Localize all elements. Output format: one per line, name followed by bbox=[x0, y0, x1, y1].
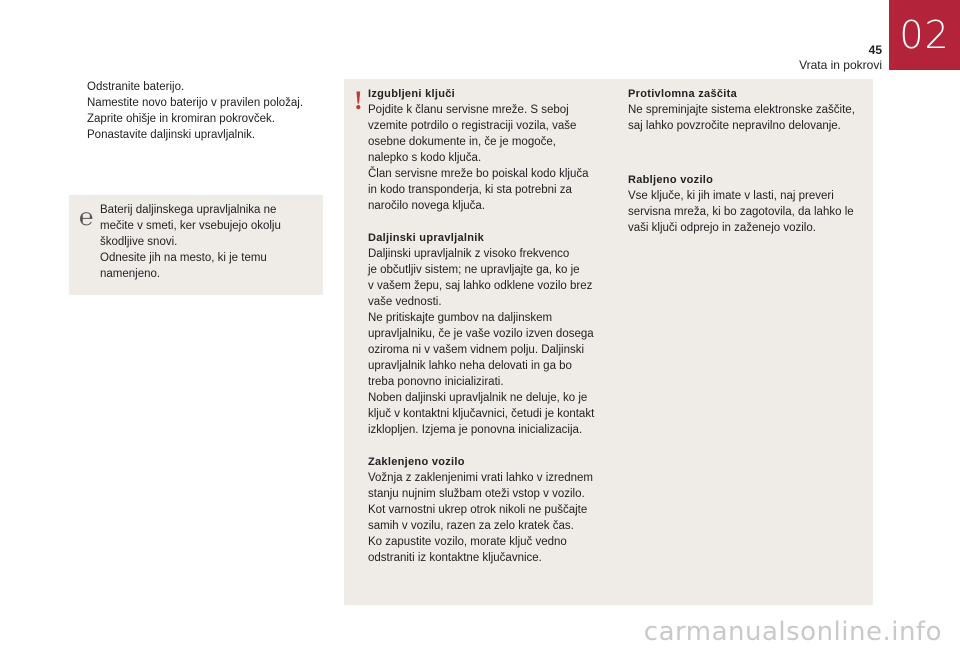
step-arrow-icon bbox=[69, 127, 87, 143]
list-item: Zaprite ohišje in kromiran pokrovček. bbox=[69, 111, 329, 127]
block-text: Vožnja z zaklenjenimi vrati lahko v izrednem stanju nujnim službam oteži vstop v vozilo. Kot varnostni ukrep otrok nikoli ne puščajte samih v vozilu, razen za zelo kratek čas. Ko zapustite vozilo, morate ključ vedno odstraniti iz kontaktne ključavnice. bbox=[368, 472, 593, 564]
info-block-remote bbox=[368, 230, 608, 438]
block-title: Daljinski upravljalnik bbox=[368, 232, 485, 244]
info-column-right bbox=[628, 86, 868, 252]
info-block-used-vehicle bbox=[628, 172, 868, 236]
note-text: Baterij daljinskega upravljalnika ne mečite v smeti, ker vsebujejo okolju škodljive snovi. Odnesite jih na mesto, ki je temu namenjeno. bbox=[100, 204, 281, 280]
block-title: Izgubljeni ključi bbox=[368, 88, 455, 100]
block-title: Protivlomna zaščita bbox=[628, 88, 738, 100]
block-text: Daljinski upravljalnik z visoko frekvenco je občutljiv sistem; ne upravljajte ga, ko je v vašem žepu, saj lahko odklene vozilo brez vaše vednosti. Ne pritiskajte gumbov na daljinskem upravljalniku, če je vaše vozilo izven dosega oziroma ni v vašem vidnem polju. Daljinski upravljalnik lahko neha delovati in ga bo treba ponovno inicializirati. Noben daljinski upravljalnik ne deluje, ko je ključ v kontaktni ključavnici, četudi je kontakt izklopljen. Izjema je ponovna inicializacija. bbox=[368, 248, 595, 436]
step-arrow-icon bbox=[69, 111, 87, 127]
section-title: Vrata in pokrovi bbox=[799, 58, 882, 72]
block-text: Ne spreminjajte sistema elektronske zaščite, saj lahko povzročite nepravilno delovanje. bbox=[628, 104, 855, 132]
step-arrow-icon bbox=[69, 95, 87, 111]
warning-icon: ! bbox=[354, 86, 363, 115]
block-title: Zaklenjeno vozilo bbox=[368, 456, 465, 468]
block-title: Rabljeno vozilo bbox=[628, 174, 714, 186]
info-block-anti-theft bbox=[628, 86, 868, 134]
chapter-tab: 02 bbox=[889, 0, 960, 70]
list-item: Ponastavite daljinski upravljalnik. bbox=[69, 127, 329, 143]
page-number: 45 bbox=[868, 43, 882, 57]
step-list bbox=[69, 79, 329, 143]
watermark: carmanualsonline.info bbox=[643, 617, 942, 647]
info-column-left bbox=[368, 86, 608, 582]
step-arrow-icon bbox=[69, 79, 87, 95]
environment-note bbox=[69, 195, 323, 295]
block-text: Vse ključe, ki jih imate v lasti, naj preveri servisna mreža, ki bo zagotovila, da lahko le vaši ključi odprejo in zaženejo vozilo. bbox=[628, 190, 854, 234]
list-item: Odstranite baterijo. bbox=[69, 79, 329, 95]
eco-icon: ℮ bbox=[79, 203, 94, 231]
list-item: Namestite novo baterijo v pravilen položaj. bbox=[69, 95, 329, 111]
info-block-lost-keys bbox=[368, 86, 608, 214]
block-text: Pojdite k članu servisne mreže. S seboj vzemite potrdilo o registraciji vozila, vaše osebne dokumente in, če je mogoče, nalepko s kodo ključa. Član servisne mreže bo poiskal kodo ključa in kodo transponderja, ki sta potrebni za naročilo novega ključa. bbox=[368, 104, 589, 212]
info-block-locked-vehicle bbox=[368, 454, 608, 566]
